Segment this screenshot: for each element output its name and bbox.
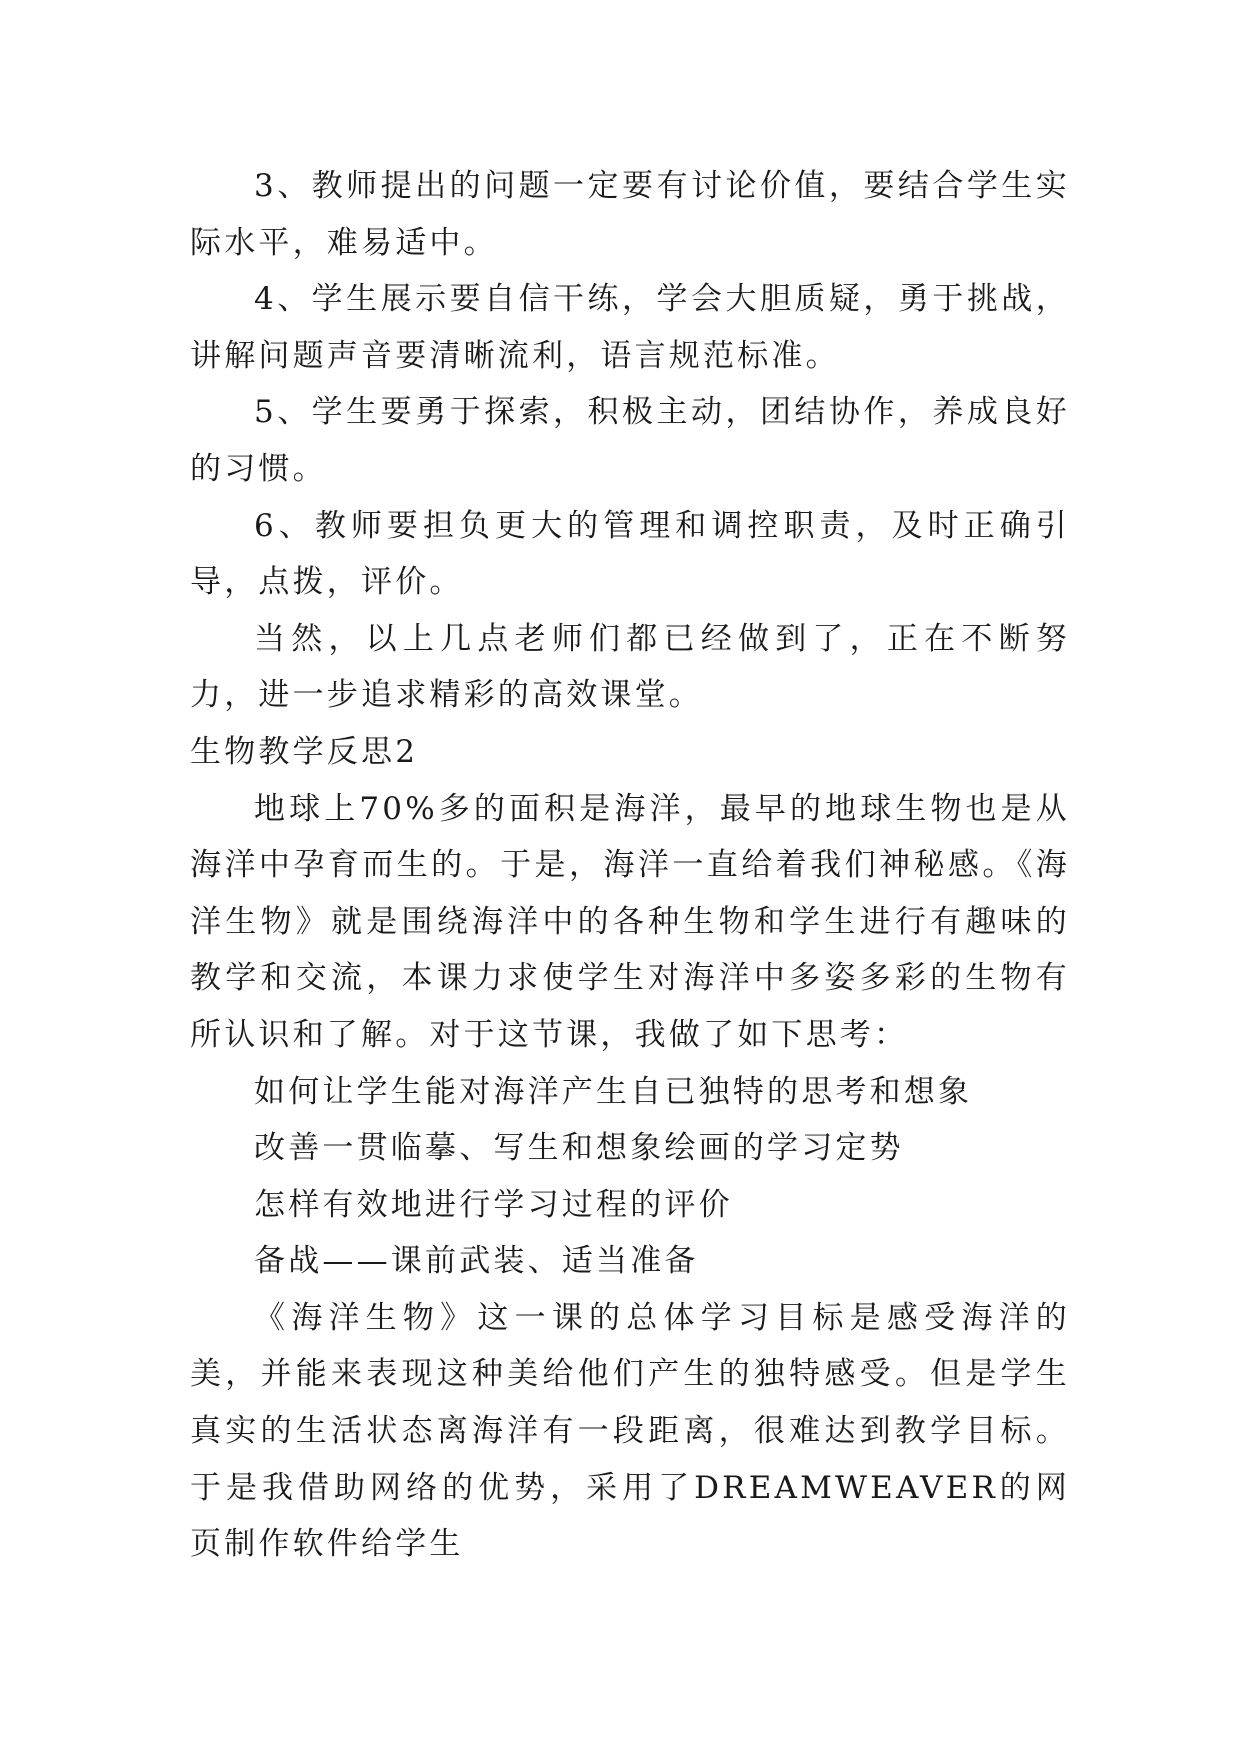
paragraph-item-4: 4、学生展示要自信干练，学会大胆质疑，勇于挑战，讲解问题声音要清晰流利，语言规范标准。 [190,281,1070,374]
section-heading: 生物教学反思2 [190,733,419,770]
question-line-3: 怎样有效地进行学习过程的评价 [254,1186,733,1223]
question-line-2: 改善一贯临摹、写生和想象绘画的学习定势 [254,1130,904,1167]
document-body [190,158,1070,1573]
paragraph-item-5: 5、学生要勇于探索，积极主动，团结协作，养成良好的习惯。 [190,394,1070,487]
paragraph-conclusion: 当然，以上几点老师们都已经做到了，正在不断努力，进一步追求精彩的高效课堂。 [190,620,1070,714]
paragraph-item-6: 6、教师要担负更大的管理和调控职责，及时正确引导，点拨，评价。 [190,507,1070,601]
subheading-preparation: 备战——课前武装、适当准备 [254,1243,699,1280]
paragraph-goal: 《海洋生物》这一课的总体学习目标是感受海洋的美，并能来表现这种美给他们产生的独特感受。但是学生真实的生活状态离海洋有一段距离，很难达到教学目标。于是我借助网络的优势，采用了DREAMWEAVER的网页制作软件给学生 [190,1299,1070,1563]
paragraph-intro: 地球上70%多的面积是海洋，最早的地球生物也是从海洋中孕育而生的。于是，海洋一直给着我们神秘感。《海洋生物》就是围绕海洋中的各种生物和学生进行有趣味的教学和交流，本课力求使学生对海洋中多姿多彩的生物有所认识和了解。对于这节课，我做了如下思考： [190,790,1070,1053]
question-line-1: 如何让学生能对海洋产生自已独特的思考和想象 [254,1073,973,1110]
paragraph-item-3: 3、教师提出的问题一定要有讨论价值，要结合学生实际水平，难易适中。 [190,168,1070,261]
